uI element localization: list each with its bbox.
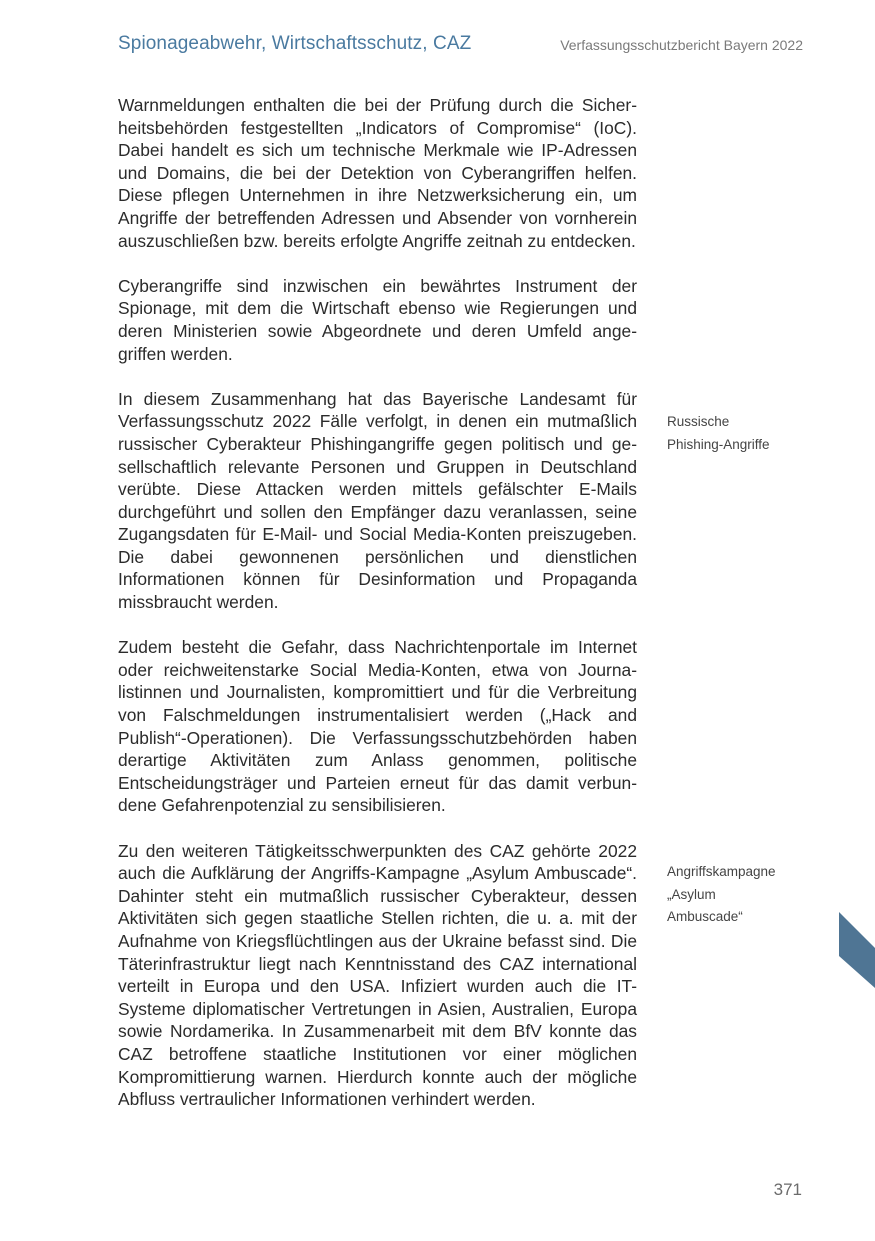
paragraph-gap	[118, 252, 637, 275]
page-number: 371	[773, 1180, 802, 1199]
paragraph-cyberattacks: Cyberangriffe sind inzwischen ein bewährtes Instrument der Spionage, mit dem die Wirtschaft ebenso wie Regierungen und deren Ministerien sowie Abgeordnete und deren Umfeld angegriffen werden.	[118, 275, 637, 364]
margin-note-line: Ambuscade“	[667, 909, 743, 925]
margin-note-phishing	[667, 411, 827, 456]
paragraph-gap	[118, 614, 637, 637]
margin-note-line: Russische	[667, 414, 730, 429]
report-title: Verfassungsschutzbericht Bayern 2022	[560, 37, 803, 53]
chapter-tab-marker	[839, 912, 875, 988]
paragraph-gap	[118, 365, 637, 388]
margin-note-line: Angriffskampagne	[667, 864, 776, 879]
paragraph-gap	[118, 817, 637, 840]
section-title: Spionageabwehr, Wirtschaftsschutz, CAZ	[118, 33, 472, 54]
paragraph-asylum-ambuscade: Zu den weiteren Tätigkeitsschwerpunkten des CAZ gehörte 2022 auch die Aufklärung der Angriffs-Kampagne „Asylum Ambuscade“. Dahinter steht ein mutmaßlich russischer Cyberakteur, dessen Aktivitäten sich gegen staatliche Stellen richten, die u. a. mit der Aufnahme von Kriegsflüchtlingen aus der Ukraine befasst sind. Die Täterinfrastruktur liegt nach Kenntnisstand des CAZ international verteilt in Europa und den USA. Infiziert wurden auch die IT-Systeme diplomatischer Vertretungen in Asien, Australien, Europa sowie Nordamerika. In Zusammenarbeit mit dem BfV konnte das CAZ betroffene staatliche Institutionen vor einer möglichen Kompromittierung warnen. Hierdurch konnte auch der mögliche Abfluss vertraulicher Informationen verhindert werden.	[118, 840, 637, 1110]
paragraph-ioc: Warnmeldungen enthalten die bei der Prüfung durch die Sicherheitsbehörden festgestellten „Indicators of Compromise“ (IoC). Dabei handelt es sich um technische Merkmale wie IP-Adressen und Domains, die bei der Detektion von Cyberangriffen helfen. Diese pflegen Unternehmen in ihre Netzwerksicherung ein, um Angriffe der betreffenden Adressen und Absender von vornherein auszuschließen bzw. bereits erfolgte Angriffe zeitnah zu entdecken.	[118, 95, 637, 251]
paragraph-hack-and-publish: Zudem besteht die Gefahr, dass Nachrichtenportale im Internet oder reichweitenstarke Social Media-Konten, etwa von Journalistinnen und Journalisten, kompromittiert und für die Verbreitung von Falschmeldungen instrumentalisiert werden („Hack and Publish“-Operationen). Die Verfassungsschutzbehörden haben derartige Aktivitäten zum Anlass genommen, politische Entscheidungsträger und Parteien erneut für das damit verbundene Gefahrenpotenzial zu sensibilisieren.	[118, 637, 637, 816]
chapter-tab-shape	[839, 912, 875, 988]
margin-note-asylum-ambuscade	[667, 861, 827, 929]
margin-note-line: Phishing-Angriffe	[667, 436, 770, 452]
margin-note-line: „Asylum	[667, 886, 716, 902]
paragraph-phishing: In diesem Zusammenhang hat das Bayerische Landesamt für Verfassungsschutz 2022 Fälle verfolgt, in denen ein mutmaßlich russischer Cyberakteur Phishingangriffe gegen politisch und gesellschaftlich relevante Personen und Gruppen in Deutschland verübte. Diese Attacken werden mittels gefälschter E-Mails durchgeführt und sollen den Empfänger dazu veranlassen, seine Zugangsdaten für E-Mail- und Social Media-Konten preiszugeben. Die dabei gewonnenen persönlichen und dienstlichen Informationen können für Desinformation und Propaganda missbraucht werden.	[118, 388, 637, 613]
main-text	[118, 94, 637, 1111]
